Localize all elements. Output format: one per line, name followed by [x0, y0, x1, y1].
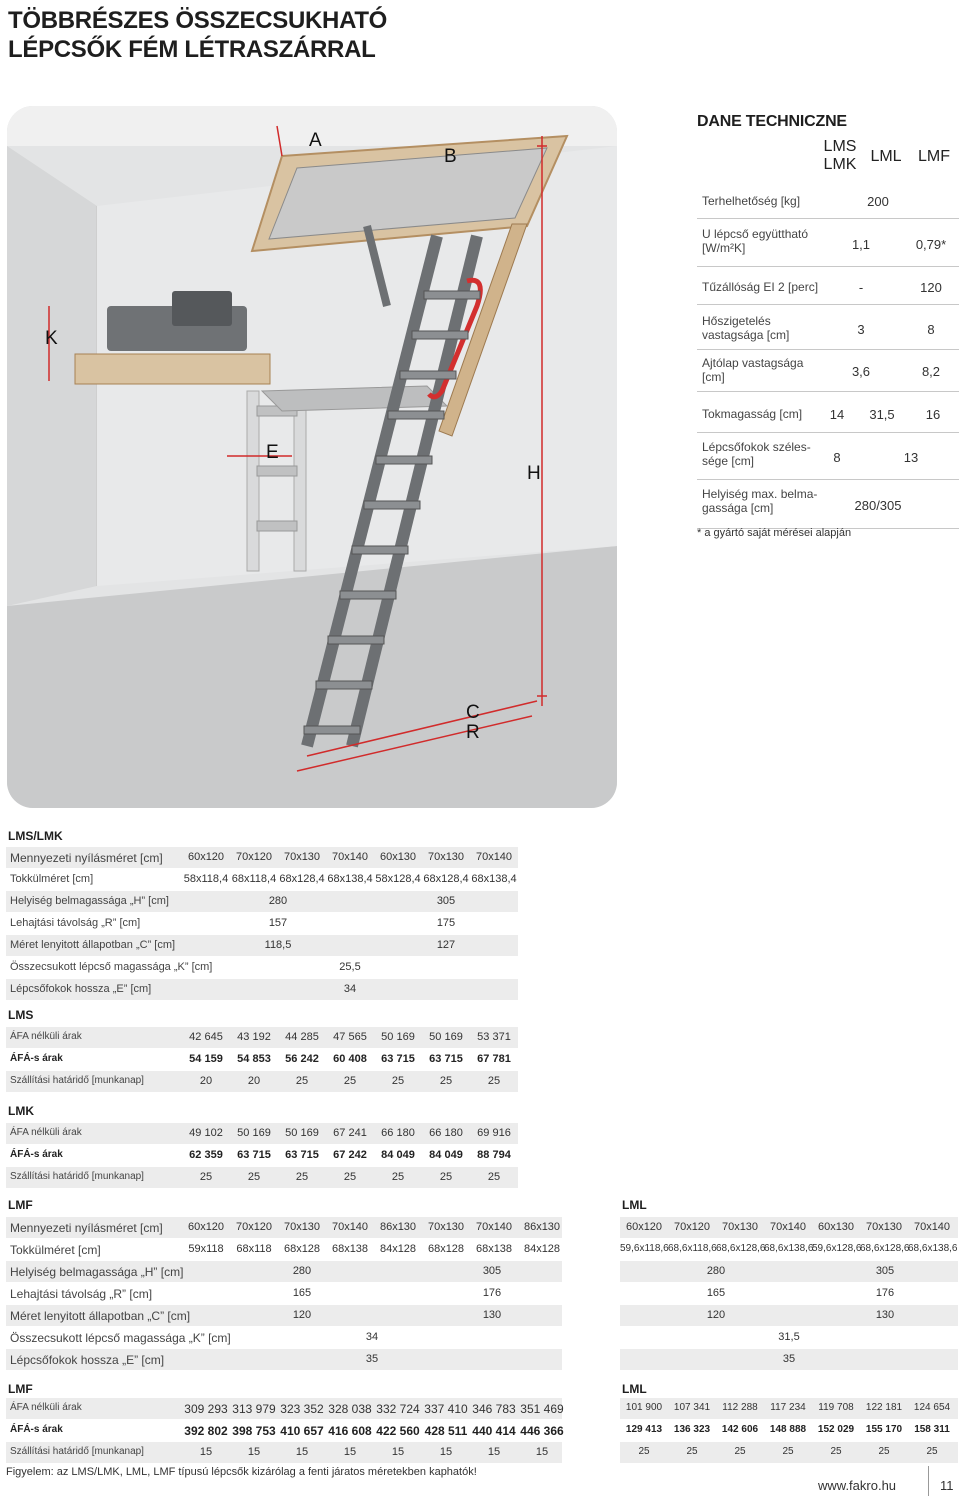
- tech-row-label: Helyiség max. belma- gassága [cm]: [702, 487, 818, 515]
- ladder-illustration: [7, 106, 617, 808]
- lmk-price-cell: 25: [343, 1171, 357, 1183]
- lmk-price-cell: 67 241: [333, 1127, 367, 1139]
- lml-size-cell: 70x140: [913, 1221, 951, 1233]
- lmf-price-cell: 337 410: [424, 1402, 468, 1416]
- lms-lmk-size-cell: 70x130: [283, 851, 321, 863]
- lms-lmk-spec-row: [6, 847, 518, 868]
- lml-spec-row: [620, 1217, 958, 1238]
- lms-lmk-size-cell: 70x140: [475, 851, 513, 863]
- lms-lmk-size-cell: 60x130: [379, 851, 417, 863]
- row-label: ÁFA nélküli árak: [10, 1031, 82, 1042]
- lml-frame-cell: 59,6x118,6: [620, 1243, 669, 1254]
- lmk-price-row: [6, 1167, 518, 1188]
- tech-row-value: 120: [920, 280, 942, 295]
- row-label: Összecsukott lépcső magassága „K” [cm]: [10, 961, 213, 973]
- lml-frame-cell: 68,6x138,6: [764, 1243, 814, 1254]
- lms-lmk-value-cell: 127: [436, 939, 456, 951]
- label-c: C: [466, 702, 480, 723]
- lmf-value-cell: 280: [292, 1265, 312, 1277]
- row-label: Mennyezeti nyílásméret [cm]: [10, 851, 163, 865]
- tech-row-value: 8: [833, 450, 841, 465]
- label-h: H: [527, 463, 541, 484]
- lmf-price-row: [6, 1420, 562, 1441]
- lmf-price-cell: 313 979: [232, 1402, 276, 1416]
- row-label: Lépcsőfokok hossza „E” [cm]: [10, 983, 152, 995]
- tech-row: [697, 353, 959, 392]
- lms-price-cell: 25: [391, 1075, 405, 1087]
- lms-price-row: [6, 1049, 518, 1070]
- lmf-size-cell: 70x130: [427, 1221, 465, 1233]
- lml-price-cell: 122 181: [865, 1402, 903, 1413]
- lmk-price-cell: 25: [391, 1171, 405, 1183]
- lmf-frame-cell: 68x138: [331, 1243, 369, 1255]
- page-number: 11: [940, 1478, 954, 1493]
- lmf-spec-row: [6, 1327, 562, 1348]
- lml-size-cell: 70x130: [721, 1221, 759, 1233]
- lmk-price-cell: 25: [199, 1171, 213, 1183]
- tech-row-label: Lépcsőfokok széles- sége [cm]: [702, 440, 811, 468]
- row-label: ÁFÁ-s árak: [10, 1149, 63, 1160]
- lml-price-cell: 124 654: [913, 1402, 951, 1413]
- lms-price-cell: 20: [199, 1075, 213, 1087]
- section-lmf: LMF: [8, 1382, 33, 1396]
- row-label: ÁFÁ-s árak: [10, 1053, 63, 1064]
- lml-value-cell: 305: [875, 1265, 895, 1277]
- section-lms: LMS: [8, 1008, 34, 1022]
- lms-lmk-value-cell: 118,5: [264, 939, 292, 951]
- row-label: Helyiség belmagassága „H” [cm]: [10, 895, 169, 907]
- lms-price-cell: 42 645: [189, 1031, 223, 1043]
- lmf-price-cell: 15: [247, 1446, 261, 1458]
- lms-lmk-spec-row: [6, 869, 518, 890]
- lmf-spec-row: [6, 1261, 562, 1282]
- lml-price-cell: 25: [686, 1446, 698, 1457]
- lml-spec-row: [620, 1305, 958, 1326]
- lml-price-cell: 119 708: [818, 1402, 854, 1413]
- lmk-price-cell: 50 169: [285, 1127, 319, 1139]
- lmf-price-cell: 428 511: [424, 1424, 468, 1438]
- lmf-value-cell: 130: [482, 1309, 502, 1321]
- lml-price-cell: 107 341: [673, 1402, 711, 1413]
- lms-lmk-size-cell: 70x130: [427, 851, 465, 863]
- lml-value-cell: 31,5: [778, 1331, 800, 1343]
- lml-price-cell: 25: [830, 1446, 842, 1457]
- lmk-price-cell: 25: [247, 1171, 261, 1183]
- lms-price-cell: 25: [343, 1075, 357, 1087]
- lms-lmk-value-cell: 175: [436, 917, 456, 929]
- lms-price-row: [6, 1027, 518, 1048]
- lml-size-cell: 70x130: [865, 1221, 903, 1233]
- lml-price-cell: 129 413: [625, 1424, 663, 1435]
- row-label: Szállítási határidő [munkanap]: [10, 1075, 144, 1086]
- lml-frame-cell: 68,6x118,6: [668, 1243, 717, 1254]
- lmf-size-cell: 70x140: [331, 1221, 369, 1233]
- lms-lmk-value-cell: 157: [268, 917, 288, 929]
- ladder-drawing: [7, 106, 617, 808]
- lml-price-cell: 148 888: [769, 1424, 807, 1435]
- lms-price-cell: 25: [487, 1075, 501, 1087]
- lmf-size-cell: 60x120: [187, 1221, 225, 1233]
- lmk-price-cell: 49 102: [189, 1127, 223, 1139]
- lms-price-cell: 63 715: [429, 1053, 463, 1065]
- lmf-size-cell: 70x120: [235, 1221, 273, 1233]
- lmf-price-cell: 332 724: [376, 1402, 420, 1416]
- tech-row: [697, 397, 959, 433]
- tech-row: [697, 484, 959, 529]
- lms-lmk-frame-cell: 68x128,4: [423, 873, 469, 885]
- lmf-price-cell: 309 293: [184, 1402, 228, 1416]
- lms-price-cell: 47 565: [333, 1031, 367, 1043]
- lmf-price-cell: 392 802: [184, 1424, 228, 1438]
- row-label: Lehajtási távolság „R” [cm]: [10, 917, 141, 929]
- lmk-price-cell: 67 242: [333, 1149, 367, 1161]
- lms-lmk-spec-row: [6, 957, 518, 978]
- lmf-price-cell: 15: [295, 1446, 309, 1458]
- tech-row-label: Tokmagasság [cm]: [702, 407, 803, 421]
- lmf-frame-cell: 68x138: [475, 1243, 513, 1255]
- lms-price-cell: 54 853: [237, 1053, 271, 1065]
- lml-value-cell: 35: [782, 1353, 796, 1365]
- lms-lmk-spec-row: [6, 891, 518, 912]
- lms-lmk-frame-cell: 58x128,4: [375, 873, 421, 885]
- lml-frame-cell: 68,6x128,6: [860, 1243, 910, 1254]
- tech-row-value: 13: [903, 450, 919, 465]
- lms-lmk-size-cell: 60x120: [187, 851, 225, 863]
- tech-row-value: 200: [867, 194, 889, 209]
- lml-price-cell: 25: [638, 1446, 650, 1457]
- lmk-price-cell: 66 180: [381, 1127, 415, 1139]
- row-label: ÁFÁ-s árak: [10, 1424, 63, 1435]
- row-label: ÁFA nélküli árak: [10, 1402, 82, 1413]
- website: www.fakro.hu: [818, 1478, 897, 1493]
- lmf-value-cell: 34: [365, 1331, 379, 1343]
- tech-row-value: 3,6: [851, 364, 871, 379]
- lms-price-cell: 53 371: [477, 1031, 511, 1043]
- lml-price-cell: 25: [878, 1446, 890, 1457]
- lml-value-cell: 120: [706, 1309, 726, 1321]
- lmf-price-cell: 346 783: [472, 1402, 516, 1416]
- lmf-price-cell: 446 366: [520, 1424, 564, 1438]
- lmf-frame-cell: 84x128: [523, 1243, 561, 1255]
- lmf-spec-row: [6, 1283, 562, 1304]
- lms-lmk-frame-cell: 68x128,4: [279, 873, 325, 885]
- lms-lmk-size-cell: 70x120: [235, 851, 273, 863]
- lml-spec-row: [620, 1261, 958, 1282]
- lml-price-cell: 25: [782, 1446, 794, 1457]
- lmf-price-cell: 351 469: [520, 1402, 564, 1416]
- lmf-frame-cell: 59x118: [188, 1243, 224, 1255]
- lmf-price-cell: 398 753: [232, 1424, 276, 1438]
- lmf-price-cell: 15: [343, 1446, 357, 1458]
- tech-row: [697, 272, 959, 305]
- lmk-price-cell: 62 359: [189, 1149, 223, 1161]
- row-label: Helyiség belmagassága „H” [cm]: [10, 1265, 184, 1279]
- tech-row: [697, 437, 959, 480]
- tech-row-value: 8,2: [921, 364, 941, 379]
- lmf-price-cell: 15: [199, 1446, 213, 1458]
- lms-price-cell: 43 192: [237, 1031, 271, 1043]
- tech-row-value: 1,1: [851, 237, 871, 252]
- lmf-price-cell: 422 560: [376, 1424, 420, 1438]
- lml-price-cell: 112 288: [722, 1402, 758, 1413]
- page-divider: [928, 1466, 929, 1496]
- lms-price-cell: 60 408: [333, 1053, 367, 1065]
- row-label: Méret lenyitott állapotban „C” [cm]: [10, 939, 176, 951]
- lms-price-cell: 25: [439, 1075, 453, 1087]
- lml-price-cell: 158 311: [914, 1424, 950, 1435]
- lms-price-cell: 20: [247, 1075, 261, 1087]
- lms-price-cell: 25: [295, 1075, 309, 1087]
- row-label: Mennyezeti nyílásméret [cm]: [10, 1221, 163, 1235]
- lml-value-cell: 176: [875, 1287, 895, 1299]
- lmf-size-cell: 86x130: [379, 1221, 417, 1233]
- lmk-price-cell: 25: [439, 1171, 453, 1183]
- lmk-price-cell: 25: [295, 1171, 309, 1183]
- lms-price-cell: 67 781: [477, 1053, 511, 1065]
- lmf-spec-row: [6, 1217, 562, 1238]
- tech-row-label: Terhelhetőség [kg]: [702, 194, 801, 208]
- lms-price-cell: 50 169: [429, 1031, 463, 1043]
- lmf-spec-row: [6, 1305, 562, 1326]
- title-line-1: TÖBBRÉSZES ÖSSZECSUKHATÓ: [8, 7, 388, 34]
- lml-size-cell: 70x140: [769, 1221, 807, 1233]
- lml-price-cell: 155 170: [865, 1424, 903, 1435]
- lms-lmk-spec-row: [6, 913, 518, 934]
- tech-row: [697, 186, 959, 219]
- lms-lmk-frame-cell: 68x138,4: [471, 873, 517, 885]
- lml-size-cell: 60x120: [625, 1221, 663, 1233]
- tech-row-label: Tűzállóság EI 2 [perc]: [702, 280, 819, 294]
- lmf-value-cell: 165: [292, 1287, 312, 1299]
- lmk-price-cell: 84 049: [381, 1149, 415, 1161]
- tech-row-value: 16: [925, 407, 941, 422]
- lmk-price-cell: 25: [487, 1171, 501, 1183]
- label-b: B: [444, 146, 457, 167]
- lmf-value-cell: 120: [292, 1309, 312, 1321]
- lms-price-cell: 54 159: [189, 1053, 223, 1065]
- tech-row: [697, 224, 959, 267]
- lmf-frame-cell: 68x128: [283, 1243, 321, 1255]
- lml-price-cell: 152 029: [817, 1424, 855, 1435]
- lms-price-cell: 63 715: [381, 1053, 415, 1065]
- label-r: R: [466, 722, 480, 743]
- lmf-value-cell: 176: [482, 1287, 502, 1299]
- lms-lmk-value-cell: 305: [436, 895, 456, 907]
- tech-row-value: 0,79*: [915, 237, 947, 252]
- lmf-price-cell: 15: [439, 1446, 453, 1458]
- lml-value-cell: 130: [875, 1309, 895, 1321]
- tech-col-lmf: LMF: [918, 148, 950, 165]
- lmk-price-cell: 69 916: [477, 1127, 511, 1139]
- lml-price-cell: 101 900: [625, 1402, 663, 1413]
- tech-col-lms-lmk-label: LMS LMK: [823, 138, 857, 173]
- lml-price-cell: 25: [926, 1446, 938, 1457]
- section-lms-lmk: LMS/LMK: [8, 829, 63, 843]
- page-title: [8, 6, 387, 64]
- tech-col-lms-lmk: [818, 138, 862, 174]
- tech-row-label: Ajtólap vastagsága [cm]: [702, 356, 804, 384]
- lml-value-cell: 280: [706, 1265, 726, 1277]
- row-label: Tokkülméret [cm]: [10, 873, 94, 885]
- lmf-spec-row: [6, 1239, 562, 1260]
- row-label: Lehajtási távolság „R” [cm]: [10, 1287, 153, 1301]
- lml-spec-row: [620, 1239, 958, 1260]
- lml-size-cell: 60x130: [817, 1221, 855, 1233]
- lms-price-cell: 56 242: [285, 1053, 319, 1065]
- lml-price-cell: 117 234: [770, 1402, 806, 1413]
- lml-size-cell: 70x120: [673, 1221, 711, 1233]
- lmf-frame-cell: 68x128: [427, 1243, 465, 1255]
- lmf-spec-row: [6, 1349, 562, 1370]
- tech-row-label: Hőszigetelés vastagsága [cm]: [702, 314, 790, 342]
- lms-lmk-spec-row: [6, 935, 518, 956]
- lmf-price-cell: 328 038: [328, 1402, 372, 1416]
- lms-price-row: [6, 1071, 518, 1092]
- lms-lmk-frame-cell: 58x118,4: [183, 873, 229, 885]
- row-label: Méret lenyitott állapotban „C” [cm]: [10, 1309, 191, 1323]
- tech-row-value: -: [858, 280, 864, 295]
- lml-price-row: [620, 1420, 958, 1441]
- lml-value-cell: 165: [706, 1287, 726, 1299]
- lml-price-cell: 136 323: [673, 1424, 711, 1435]
- lml-frame-cell: 68,6x138,6: [908, 1243, 958, 1254]
- lms-price-cell: 44 285: [285, 1031, 319, 1043]
- lms-lmk-frame-cell: 68x118,4: [231, 873, 277, 885]
- lmf-price-cell: 410 657: [280, 1424, 324, 1438]
- lms-lmk-frame-cell: 68x138,4: [327, 873, 373, 885]
- section-lmk: LMK: [8, 1104, 34, 1118]
- lmf-frame-cell: 68x118: [236, 1243, 272, 1255]
- lmk-price-cell: 84 049: [429, 1149, 463, 1161]
- tech-row-value: 8: [927, 322, 935, 337]
- lmf-price-cell: 15: [487, 1446, 501, 1458]
- lmk-price-cell: 88 794: [477, 1149, 511, 1161]
- lml-frame-cell: 68,6x128,6: [716, 1243, 766, 1254]
- lmf-price-cell: 416 608: [328, 1424, 372, 1438]
- lms-lmk-spec-row: [6, 979, 518, 1000]
- lmk-price-row: [6, 1123, 518, 1144]
- row-label: Összecsukott lépcső magassága „K” [cm]: [10, 1331, 231, 1345]
- lml-spec-row: [620, 1327, 958, 1348]
- title-line-2: LÉPCSŐK FÉM LÉTRASZÁRRAL: [8, 36, 376, 63]
- lmf-value-cell: 35: [365, 1353, 379, 1365]
- row-label: ÁFA nélküli árak: [10, 1127, 82, 1138]
- label-a: A: [309, 130, 322, 151]
- lmf-value-cell: 305: [482, 1265, 502, 1277]
- row-label: Szállítási határidő [munkanap]: [10, 1446, 144, 1457]
- footer-note: Figyelem: az LMS/LMK, LML, LMF típusú lépcsők kizárólag a fenti járatos méretekben kaphatók!: [6, 1466, 477, 1478]
- tech-row-value: 3: [857, 322, 865, 337]
- tech-col-lml: LML: [870, 148, 902, 165]
- lmk-price-cell: 63 715: [285, 1149, 319, 1161]
- lms-lmk-size-cell: 70x140: [331, 851, 369, 863]
- lmf-price-row: [6, 1442, 562, 1463]
- tech-row: [697, 311, 959, 350]
- lml-spec-row: [620, 1349, 958, 1370]
- lml-price-cell: 25: [734, 1446, 746, 1457]
- label-e: E: [266, 442, 279, 463]
- tech-row-label: U lépcső együttható [W/m²K]: [702, 227, 809, 255]
- lms-lmk-value-cell: 280: [268, 895, 288, 907]
- lmf-frame-cell: 84x128: [379, 1243, 417, 1255]
- lml-price-row: [620, 1442, 958, 1463]
- lml-frame-cell: 59,6x128,6: [812, 1243, 862, 1254]
- lms-lmk-value-cell: 34: [343, 983, 357, 995]
- lmk-price-cell: 50 169: [237, 1127, 271, 1139]
- lmf-size-cell: 70x130: [283, 1221, 321, 1233]
- label-k: K: [45, 328, 58, 349]
- lmf-price-cell: 15: [535, 1446, 549, 1458]
- tech-note: * a gyártó saját mérései alapján: [697, 527, 852, 539]
- lmk-price-row: [6, 1145, 518, 1166]
- lmk-price-cell: 66 180: [429, 1127, 463, 1139]
- tech-title: DANE TECHNICZNE: [697, 113, 847, 130]
- lms-lmk-value-cell: 25,5: [339, 961, 361, 973]
- row-label: Szállítási határidő [munkanap]: [10, 1171, 144, 1182]
- lmk-price-cell: 63 715: [237, 1149, 271, 1161]
- lmf-price-cell: 323 352: [280, 1402, 324, 1416]
- row-label: Tokkülméret [cm]: [10, 1243, 101, 1257]
- tech-row-value: 31,5: [869, 407, 895, 422]
- lml-price-cell: 142 606: [721, 1424, 759, 1435]
- lml-price-row: [620, 1398, 958, 1419]
- section-lmf: LMF: [8, 1198, 33, 1212]
- lmf-size-cell: 70x140: [475, 1221, 513, 1233]
- lml-spec-row: [620, 1283, 958, 1304]
- section-lml: LML: [622, 1198, 647, 1212]
- section-lml-prices: LML: [622, 1382, 647, 1396]
- lms-price-cell: 50 169: [381, 1031, 415, 1043]
- lmf-price-cell: 15: [391, 1446, 405, 1458]
- lmf-price-cell: 440 414: [472, 1424, 516, 1438]
- tech-row-value: 280/305: [854, 498, 902, 513]
- lmf-size-cell: 86x130: [523, 1221, 561, 1233]
- lmf-price-row: [6, 1398, 562, 1419]
- tech-row-value: 14: [829, 407, 845, 422]
- row-label: Lépcsőfokok hossza „E” [cm]: [10, 1353, 165, 1367]
